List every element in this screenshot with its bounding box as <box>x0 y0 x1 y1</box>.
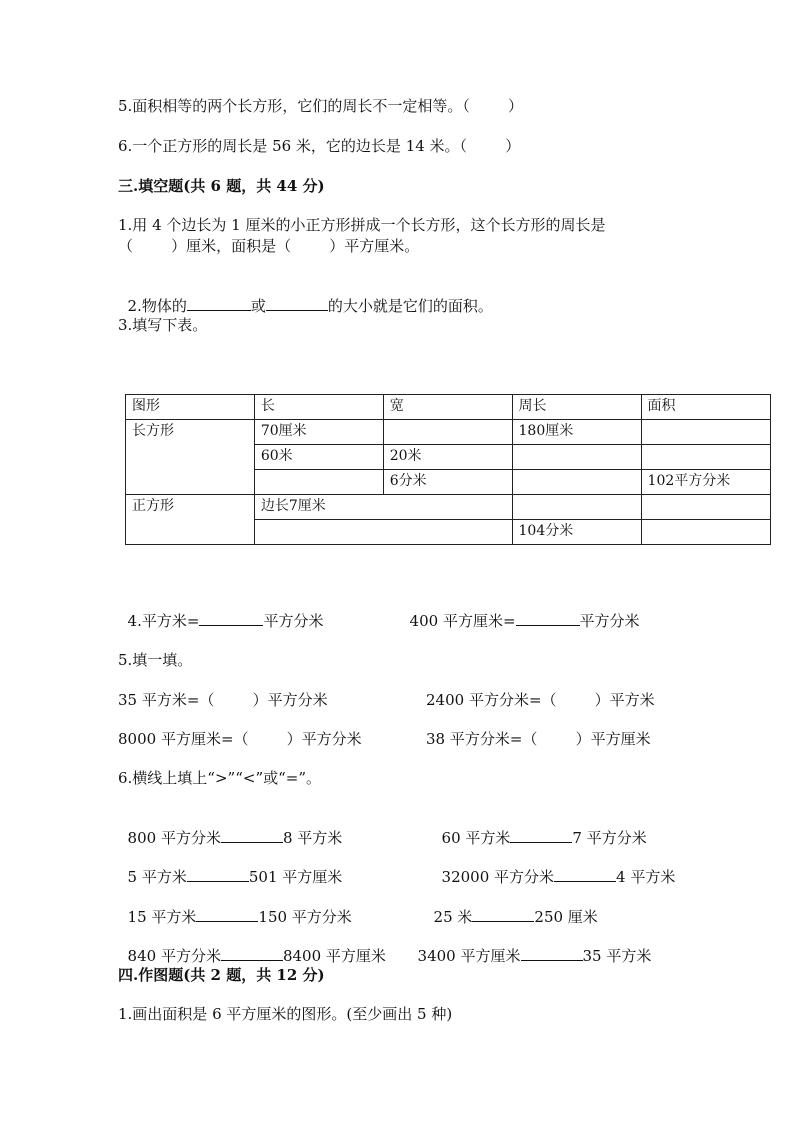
q2-text-b: 或 <box>250 297 266 315</box>
q4-text-c: 400 平方厘米= <box>409 612 516 630</box>
table-cell[interactable] <box>383 420 512 445</box>
compare-right: 4 平方米 <box>616 868 676 886</box>
compare-item <box>432 808 647 848</box>
table-cell[interactable]: 6分米 <box>383 470 512 495</box>
q2-blank-2[interactable] <box>266 296 328 311</box>
table-row <box>126 495 771 520</box>
compare-left: 60 平方米 <box>441 829 511 847</box>
compare-right: 35 平方米 <box>582 947 652 965</box>
table-cell[interactable]: 102平方分米 <box>641 470 770 495</box>
section-3-title: 三.填空题(共 6 题，共 44 分) <box>118 177 325 195</box>
judge-question-5: 5.面积相等的两个长方形，它们的周长不一定相等。（ ） <box>118 97 523 115</box>
table-header: 面积 <box>641 395 770 420</box>
q2-blank-1[interactable] <box>187 296 251 311</box>
compare-blank[interactable] <box>221 828 283 843</box>
table-cell[interactable] <box>512 445 641 470</box>
fill-question-2 <box>118 276 493 316</box>
table-header: 宽 <box>383 395 512 420</box>
rect-label-cell: 长方形 <box>126 420 255 495</box>
compare-right: 8400 平方厘米 <box>282 947 386 965</box>
table-cell[interactable]: 20米 <box>383 445 512 470</box>
compare-item <box>424 887 598 927</box>
fill-table <box>125 394 771 545</box>
compare-item <box>118 926 386 966</box>
table-header-row <box>126 395 771 420</box>
table-cell[interactable] <box>512 495 641 520</box>
fill-question-1-line2: （ ）厘米，面积是（ ）平方厘米。 <box>118 237 420 255</box>
table-cell[interactable] <box>641 445 770 470</box>
compare-right: 7 平方分米 <box>572 829 647 847</box>
table-header: 长 <box>254 395 383 420</box>
compare-blank[interactable] <box>221 946 283 961</box>
q5-item: 38 平方分米=（ ）平方厘米 <box>426 730 651 748</box>
judge-question-6: 6.一个正方形的周长是 56 米，它的边长是 14 米。（ ） <box>118 137 521 155</box>
fill-question-6: 6.横线上填上“>”“<”或“=”。 <box>118 769 322 787</box>
square-side-cell: 边长7厘米 <box>254 495 512 520</box>
fill-question-4 <box>118 591 323 631</box>
section-4-title: 四.作图题(共 2 题，共 12 分) <box>118 966 325 984</box>
draw-question-1: 1.画出面积是 6 平方厘米的图形。(至少画出 5 种) <box>118 1005 453 1023</box>
q4-text-a: 4.平方米= <box>127 612 200 630</box>
table-row <box>126 420 771 445</box>
compare-item <box>432 847 675 887</box>
table-cell[interactable] <box>641 420 770 445</box>
compare-blank[interactable] <box>472 907 534 922</box>
compare-right: 8 平方米 <box>282 829 343 847</box>
compare-right: 501 平方厘米 <box>248 868 343 886</box>
compare-item <box>118 847 342 887</box>
compare-left: 5 平方米 <box>127 868 187 886</box>
compare-blank[interactable] <box>187 867 249 882</box>
compare-item <box>118 887 352 927</box>
table-cell[interactable] <box>641 495 770 520</box>
compare-blank[interactable] <box>196 907 258 922</box>
table-header: 图形 <box>126 395 255 420</box>
compare-right: 250 厘米 <box>534 908 598 926</box>
compare-left: 25 米 <box>433 908 473 926</box>
q4-blank-1[interactable] <box>199 611 263 626</box>
table-cell[interactable]: 104分米 <box>512 520 641 545</box>
table-cell[interactable]: 70厘米 <box>254 420 383 445</box>
compare-item <box>118 808 342 848</box>
table-cell[interactable] <box>254 520 512 545</box>
square-label-cell: 正方形 <box>126 495 255 545</box>
compare-left: 32000 平方分米 <box>441 868 555 886</box>
fill-question-1-line1: 1.用 4 个边长为 1 厘米的小正方形拼成一个长方形，这个长方形的周长是 <box>118 216 606 234</box>
q4-text-d: 平方分米 <box>579 612 640 630</box>
compare-blank[interactable] <box>554 867 616 882</box>
q2-text-c: 的大小就是它们的面积。 <box>327 297 493 315</box>
compare-left: 840 平方分米 <box>127 947 221 965</box>
compare-right: 150 平方分米 <box>258 908 352 926</box>
compare-blank[interactable] <box>521 946 583 961</box>
compare-blank[interactable] <box>510 828 572 843</box>
table-cell[interactable] <box>512 470 641 495</box>
table-cell[interactable]: 60米 <box>254 445 383 470</box>
q4-text-b: 平方分米 <box>263 612 324 630</box>
compare-item <box>408 926 651 966</box>
table-cell[interactable] <box>254 470 383 495</box>
compare-left: 3400 平方厘米 <box>417 947 521 965</box>
q5-item: 35 平方米=（ ）平方分米 <box>118 691 328 709</box>
q5-item: 8000 平方厘米=（ ）平方分米 <box>118 730 362 748</box>
compare-left: 15 平方米 <box>127 908 197 926</box>
q5-item: 2400 平方分米=（ ）平方米 <box>426 691 655 709</box>
q4-blank-2[interactable] <box>516 611 580 626</box>
fill-question-5: 5.填一填。 <box>118 651 193 669</box>
table-cell[interactable]: 180厘米 <box>512 420 641 445</box>
table-cell[interactable] <box>641 520 770 545</box>
table-header: 周长 <box>512 395 641 420</box>
fill-question-4-part2 <box>400 591 640 631</box>
compare-left: 800 平方分米 <box>127 829 221 847</box>
q2-text-a: 2.物体的 <box>127 297 187 315</box>
fill-question-3: 3.填写下表。 <box>118 316 208 334</box>
